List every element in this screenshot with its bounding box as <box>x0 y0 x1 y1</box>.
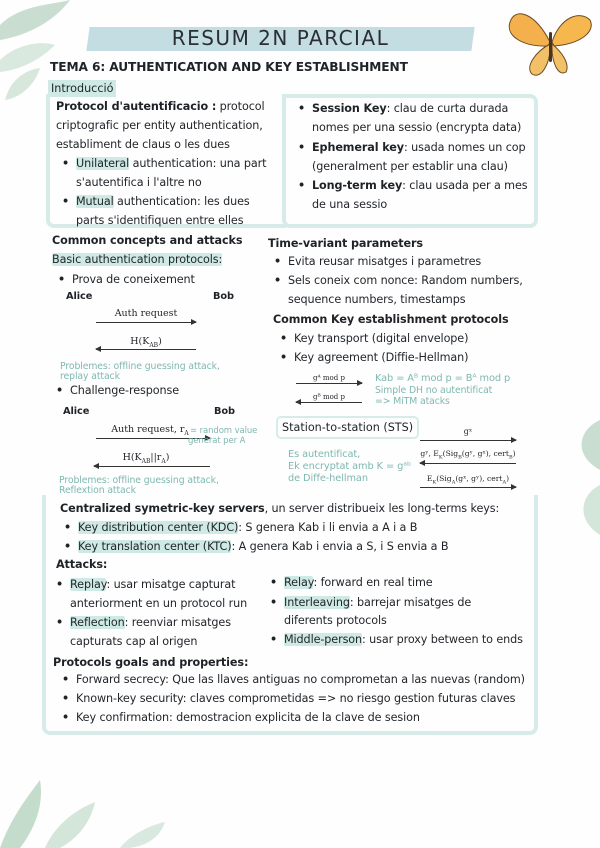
protocol-line2: criptografic per entity authentication, <box>56 119 263 132</box>
interleaving-item: • Interleaving: barrejar misatges de <box>284 594 471 613</box>
timevariant-item-1: • Evita reusar misatges i parametres <box>288 253 481 272</box>
dh-arrow-down <box>296 402 362 403</box>
kdc-item: • Key distribution center (KDC): S genera Kab i li envia a A i a B <box>78 519 417 538</box>
mitm-note: => MiTM atacks <box>375 396 450 407</box>
mutual-item: • Mutual authentication: les dues <box>76 193 250 212</box>
hash-2-msg: $H(K_{AB}||r_A)$ <box>122 452 170 465</box>
sts-desc-line2: Ek encryptat amb K = gᵃᵇ <box>288 461 412 472</box>
leaf-decoration-bottom <box>0 740 200 848</box>
auth-request-msg: Auth request <box>114 308 178 319</box>
sts-arrow-2 <box>420 463 516 464</box>
problems-2-line2: Reflextion attack <box>59 485 136 496</box>
dh-msg-down: gᴮ mod p <box>313 393 345 401</box>
kab-formula: Kab = Aᴮ mod p = Bᴬ mod p <box>375 373 511 384</box>
session-key-item: • Session Key: clau de curta durada <box>312 100 508 119</box>
ephemeral-key-line2: (generalment per establir una clau) <box>312 160 508 173</box>
dh-msg-up: gᴬ mod p <box>313 374 345 382</box>
mutual-line2: parts s'identifiquen entre elles <box>76 214 244 227</box>
unilateral-item: • Unilateral authentication: una part <box>76 155 266 174</box>
timevariant-heading: Time-variant parameters <box>268 237 423 250</box>
reflection-item: • Reflection: reenviar misatges <box>70 614 231 633</box>
centralized-heading: Centralized symetric-key servers, un server distribueix les long-terms keys: <box>60 502 500 515</box>
goals-heading: Protocols goals and properties: <box>53 656 249 669</box>
random-note-line2: generat per A <box>188 436 246 446</box>
proof-item: • Prova de coneixement <box>72 271 195 290</box>
unilateral-line2: s'autentifica i l'altre no <box>76 176 202 189</box>
dh-arrow-up <box>296 383 362 384</box>
hash-arrow <box>96 349 196 350</box>
basic-auth-heading: Basic authentication protocols: <box>52 253 223 266</box>
bob-label-2: Bob <box>214 406 235 417</box>
intro-label: Introducció <box>48 80 116 97</box>
longterm-key-item: • Long-term key: clau usada per a mes <box>312 177 528 196</box>
middle-person-item: • Middle-person: usar proxy between to ends <box>284 631 523 650</box>
sts-heading: Station-to-station (STS) <box>276 416 419 439</box>
auth-request-arrow <box>96 322 196 323</box>
session-key-line2: nomes per una sessio (encrypta data) <box>312 121 522 134</box>
common-heading: Common concepts and attacks <box>52 234 243 247</box>
sts-desc-line1: Es autentificat, <box>288 449 361 460</box>
protocol-line3: establiment de claus o les dues <box>56 138 230 151</box>
goals-forward-secrecy: • Forward secrecy: Que las llaves antiguas no comprometan a las nuevas (random) <box>76 671 525 690</box>
problems-1-line1: Problemes: offline guessing attack, <box>60 361 220 372</box>
alice-label-2: Alice <box>63 406 90 417</box>
replay-line2: anteriorment en un protocol run <box>70 597 248 610</box>
longterm-key-line2: de una sessio <box>312 198 388 211</box>
reflection-line2: capturats cap al origen <box>70 635 198 648</box>
sts-desc-line3: de Diffe-hellman <box>288 473 368 484</box>
alice-label-1: Alice <box>66 291 93 302</box>
timevariant-item-2-line2: sequence numbers, timestamps <box>288 293 466 306</box>
hash-2-arrow <box>94 466 210 467</box>
page-title: RESUM 2N PARCIAL <box>171 26 390 50</box>
keyest-heading: Common Key establishment protocols <box>273 313 509 326</box>
problems-2-line1: Problemes: offline guessing attack, <box>59 475 219 486</box>
goals-key-confirmation: • Key confirmation: demostracion explicita de la clave de sesion <box>76 709 420 728</box>
protocol-line1: Protocol d'autentificacio : protocol <box>56 100 265 113</box>
timevariant-item-2: • Sels coneix com nonce: Random numbers, <box>288 272 523 291</box>
leaf-decoration-right <box>568 410 600 550</box>
butterfly-icon <box>500 2 600 82</box>
sts-arrow-3 <box>420 487 516 488</box>
interleaving-line2: diferents protocols <box>284 614 387 627</box>
problems-1-line2: replay attack <box>60 371 120 382</box>
bob-label-1: Bob <box>213 291 234 302</box>
challenge-item: • Challenge-response <box>70 382 179 401</box>
random-note-line1: = random value <box>190 426 258 436</box>
ktc-item: • Key translation center (KTC): A genera Kab i envia a S, i S envia a B <box>78 538 448 557</box>
sts-msg-2: gʸ, $E_K(Sig_B(gʸ$, gˣ), cert$_B$) <box>420 449 516 461</box>
sts-msg-3: $E_K(Sig_A(gˣ$, gʸ), cert$_A$) <box>426 474 510 486</box>
keyest-transport: • Key transport (digital envelope) <box>294 330 468 349</box>
relay-item: • Relay: forward en real time <box>284 574 433 593</box>
ephemeral-key-item: • Ephemeral key: usada nomes un cop <box>312 139 526 158</box>
auth-request-2-msg: Auth request, $r_A$ <box>111 424 189 437</box>
keyest-agreement: • Key agreement (Diffie-Hellman) <box>294 349 468 368</box>
attacks-heading: Attacks: <box>56 558 108 571</box>
hash-msg: $H(K_{AB})$ <box>130 336 162 349</box>
sts-arrow-1 <box>420 440 516 441</box>
topic-heading: TEMA 6: AUTHENTICATION AND KEY ESTABLISHMENT <box>50 60 408 74</box>
goals-known-key: • Known-key security: claves comprometidas => no riesgo gestion futuras claves <box>76 690 515 709</box>
replay-item: • Replay: usar misatge capturat <box>70 576 235 595</box>
simple-dh-note: Simple DH no autentificat <box>375 385 493 396</box>
sts-msg-1: gˣ <box>463 427 473 436</box>
